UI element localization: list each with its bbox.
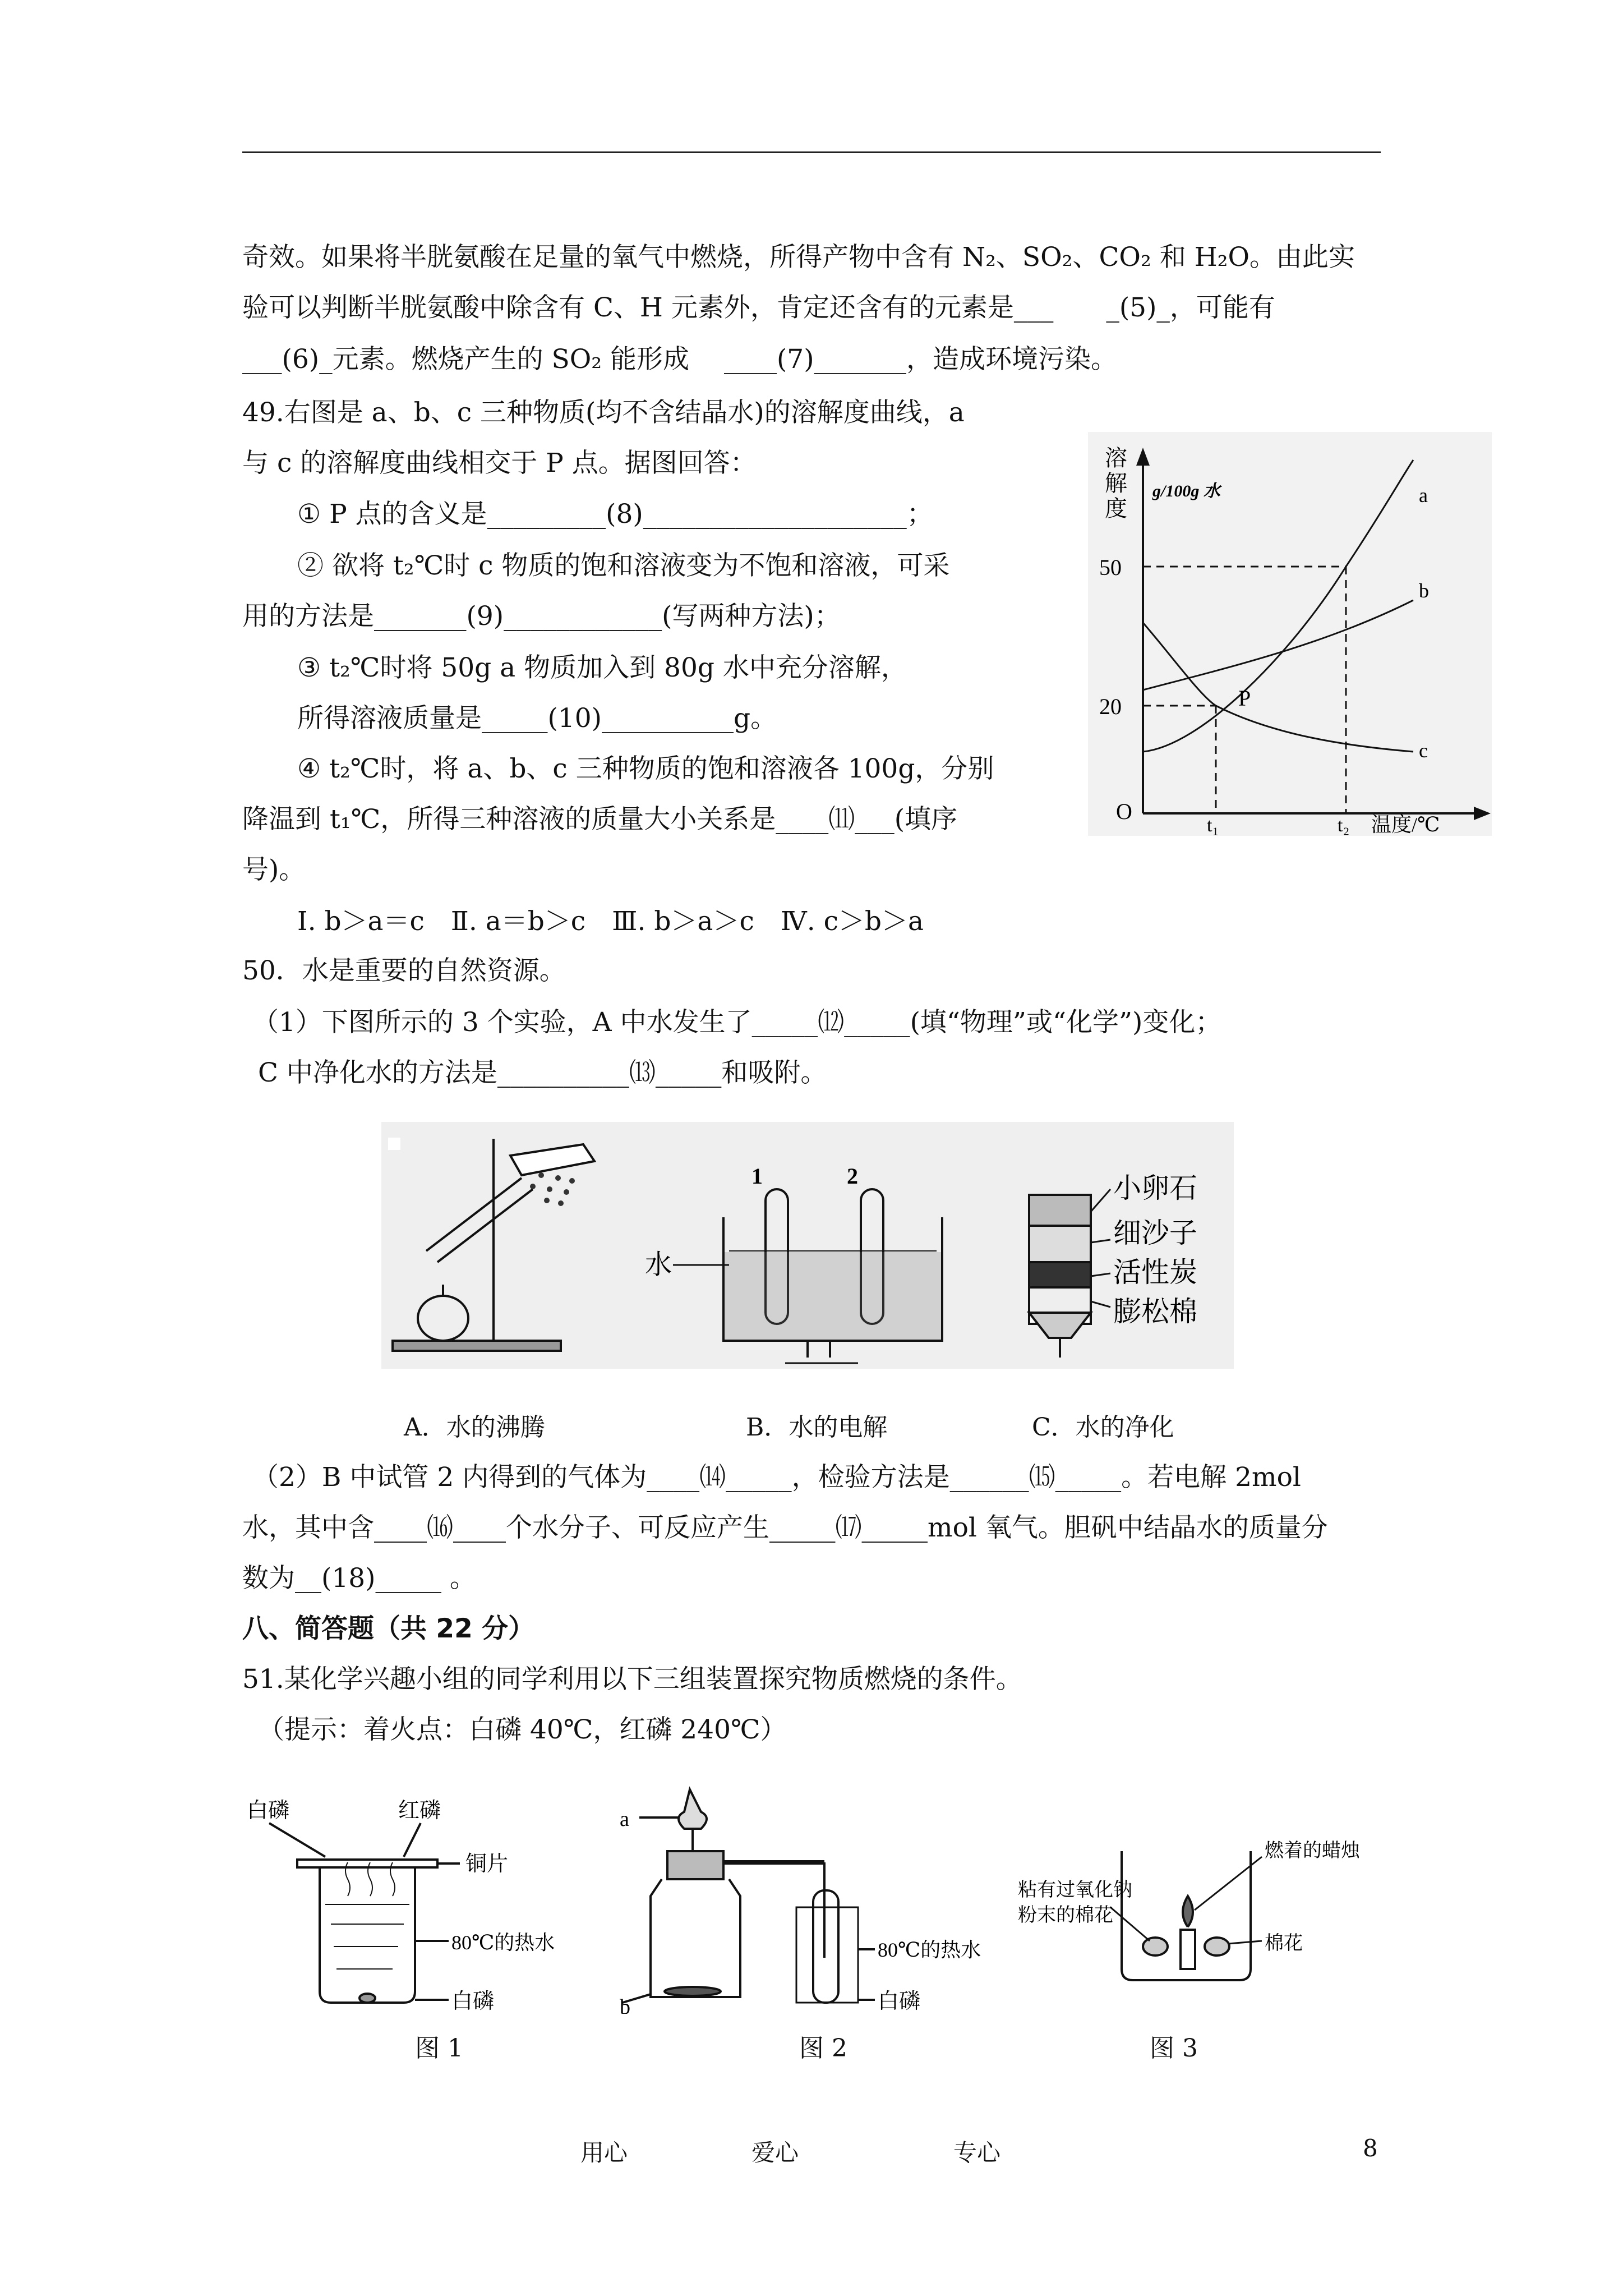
q49-line-8: ④ t₂℃时，将 a、b、c 三种物质的饱和溶液各 100g，分别 bbox=[297, 753, 994, 784]
fig1-copper: 铜片 bbox=[465, 1852, 509, 1876]
q49-line-5: 用的方法是_______(9)____________(写两种方法)； bbox=[242, 601, 841, 632]
water-experiments-figure bbox=[381, 1122, 1234, 1369]
ylabel-char-2: 解 bbox=[1105, 471, 1127, 496]
curve-label-b: b bbox=[1419, 579, 1429, 602]
electrolysis-water-fill bbox=[725, 1252, 941, 1340]
caption-fig1: 图 1 bbox=[415, 2034, 463, 2063]
caption-c: C．水的净化 bbox=[1032, 1413, 1174, 1442]
q49-line-10: 号)。 bbox=[242, 854, 306, 885]
curve-label-a: a bbox=[1419, 484, 1428, 507]
footer-left: 用心 bbox=[580, 2139, 628, 2166]
header-rule bbox=[242, 151, 1381, 153]
text-line-3: ___(6)_元素。燃烧产生的 SO₂ 能形成 ____(7)_______，造成环境污染。 bbox=[242, 344, 1118, 375]
tube-1-label: 1 bbox=[751, 1163, 763, 1189]
q49-line-4: ② 欲将 t₂℃时 c 物质的饱和溶液变为不饱和溶液，可采 bbox=[297, 550, 950, 581]
unit-label: g/100g 水 bbox=[1152, 482, 1220, 500]
caption-a: A．水的沸腾 bbox=[404, 1413, 545, 1442]
water-label: 水 bbox=[645, 1250, 672, 1280]
caption-fig2: 图 2 bbox=[799, 2034, 847, 2063]
fig1-white-p-bottom: 白磷 bbox=[451, 1990, 495, 2013]
fig2-label-b: b bbox=[620, 1995, 630, 2014]
xtick-t2: t₂ bbox=[1338, 815, 1350, 836]
fig1-red-p: 红磷 bbox=[398, 1799, 441, 1823]
fig1-white-p-top: 白磷 bbox=[247, 1799, 290, 1823]
ytick-50: 50 bbox=[1099, 555, 1122, 580]
burning-experiments-figure bbox=[236, 1778, 1413, 2014]
q49-line-7: 所得溶液质量是_____(10)__________g。 bbox=[297, 703, 777, 734]
fig1-hot-water: 80℃的热水 bbox=[451, 1931, 555, 1954]
fig2-label-a: a bbox=[620, 1807, 629, 1831]
fig3-candle: 燃着的蜡烛 bbox=[1265, 1841, 1360, 1861]
q49-line-3: ① P 点的含义是_________(8)____________________； bbox=[297, 499, 933, 530]
tube-2-label: 2 bbox=[847, 1163, 858, 1189]
layer-pebbles: 小卵石 bbox=[1113, 1172, 1197, 1204]
ytick-20: 20 bbox=[1099, 694, 1122, 719]
q50-line-3: C 中净化水的方法是__________⒀_____和吸附。 bbox=[258, 1057, 827, 1088]
q50-line-1: 50．水是重要的自然资源。 bbox=[242, 955, 566, 986]
origin-label: O bbox=[1116, 799, 1132, 824]
fig3-cotton-peroxide-2: 粉末的棉花 bbox=[1018, 1905, 1113, 1926]
q50-line-5: 水，其中含____⒃____个水分子、可反应产生_____⒄_____mol 氧气。胆矾中结晶水的质量分 bbox=[242, 1512, 1328, 1543]
fig2-hot-water: 80℃的热水 bbox=[878, 1939, 981, 1961]
figure-1-beaker bbox=[269, 1823, 460, 2003]
section-8-heading: 八、简答题（共 22 分） bbox=[242, 1613, 535, 1644]
q49-line-9: 降温到 t₁℃，所得三种溶液的质量大小关系是____⑾___(填序 bbox=[242, 804, 958, 835]
solubility-chart bbox=[1088, 432, 1492, 836]
q50-line-2: （1）下图所示的 3 个实验，A 中水发生了_____⑿_____(填“物理”或“化学”)变化； bbox=[252, 1007, 1222, 1038]
fig2-white-p: 白磷 bbox=[878, 1990, 921, 2013]
q49-line-2: 与 c 的溶解度曲线相交于 P 点。据图回答： bbox=[242, 448, 757, 478]
caption-b: B．水的电解 bbox=[746, 1413, 888, 1442]
q51-line-2: （提示：着火点：白磷 40℃，红磷 240℃） bbox=[258, 1714, 787, 1745]
xlabel: 温度/℃ bbox=[1371, 813, 1440, 836]
q51-line-1: 51.某化学兴趣小组的同学利用以下三组装置探究物质燃烧的条件。 bbox=[242, 1664, 1022, 1695]
fig3-cotton: 棉花 bbox=[1265, 1933, 1303, 1954]
page-number: 8 bbox=[1363, 2134, 1378, 2162]
q49-options: Ⅰ. b＞a＝c Ⅱ. a＝b＞c Ⅲ. b＞a＞c Ⅳ. c＞b＞a bbox=[297, 906, 924, 937]
figure-3-beaker bbox=[1110, 1851, 1262, 1980]
ylabel-char-3: 度 bbox=[1105, 496, 1127, 521]
layer-cotton: 膨松棉 bbox=[1113, 1296, 1197, 1327]
point-p-label: P bbox=[1238, 685, 1251, 711]
layer-carbon: 活性炭 bbox=[1113, 1257, 1197, 1288]
text-line-1: 奇效。如果将半胱氨酸在足量的氧气中燃烧，所得产物中含有 N₂、SO₂、CO₂ 和 H₂O。由此实 bbox=[242, 242, 1355, 273]
caption-fig3: 图 3 bbox=[1150, 2034, 1198, 2063]
q50-line-4: （2）B 中试管 2 内得到的气体为____⒁_____，检验方法是______⒂_____。若电解 2mol bbox=[252, 1462, 1301, 1493]
text-line-2: 验可以判断半胱氨酸中除含有 C、H 元素外，肯定还含有的元素是___ _(5)_，可能有 bbox=[242, 292, 1275, 323]
xtick-t1: t₁ bbox=[1207, 815, 1219, 836]
q50-line-6: 数为__(18)_____ 。 bbox=[242, 1563, 476, 1594]
curve-label-c: c bbox=[1419, 739, 1428, 762]
q49-line-6: ③ t₂℃时将 50g a 物质加入到 80g 水中充分溶解， bbox=[297, 652, 907, 683]
ylabel-char-1: 溶 bbox=[1105, 445, 1127, 471]
figure-2-apparatus bbox=[623, 1789, 875, 2003]
footer-mid: 爱心 bbox=[751, 2139, 799, 2166]
q49-line-1: 49.右图是 a、b、c 三种物质(均不含结晶水)的溶解度曲线，a bbox=[242, 397, 965, 428]
fig3-cotton-peroxide-1: 粘有过氧化钠 bbox=[1018, 1880, 1132, 1901]
footer-right: 专心 bbox=[953, 2139, 1001, 2166]
layer-sand: 细沙子 bbox=[1113, 1217, 1197, 1249]
